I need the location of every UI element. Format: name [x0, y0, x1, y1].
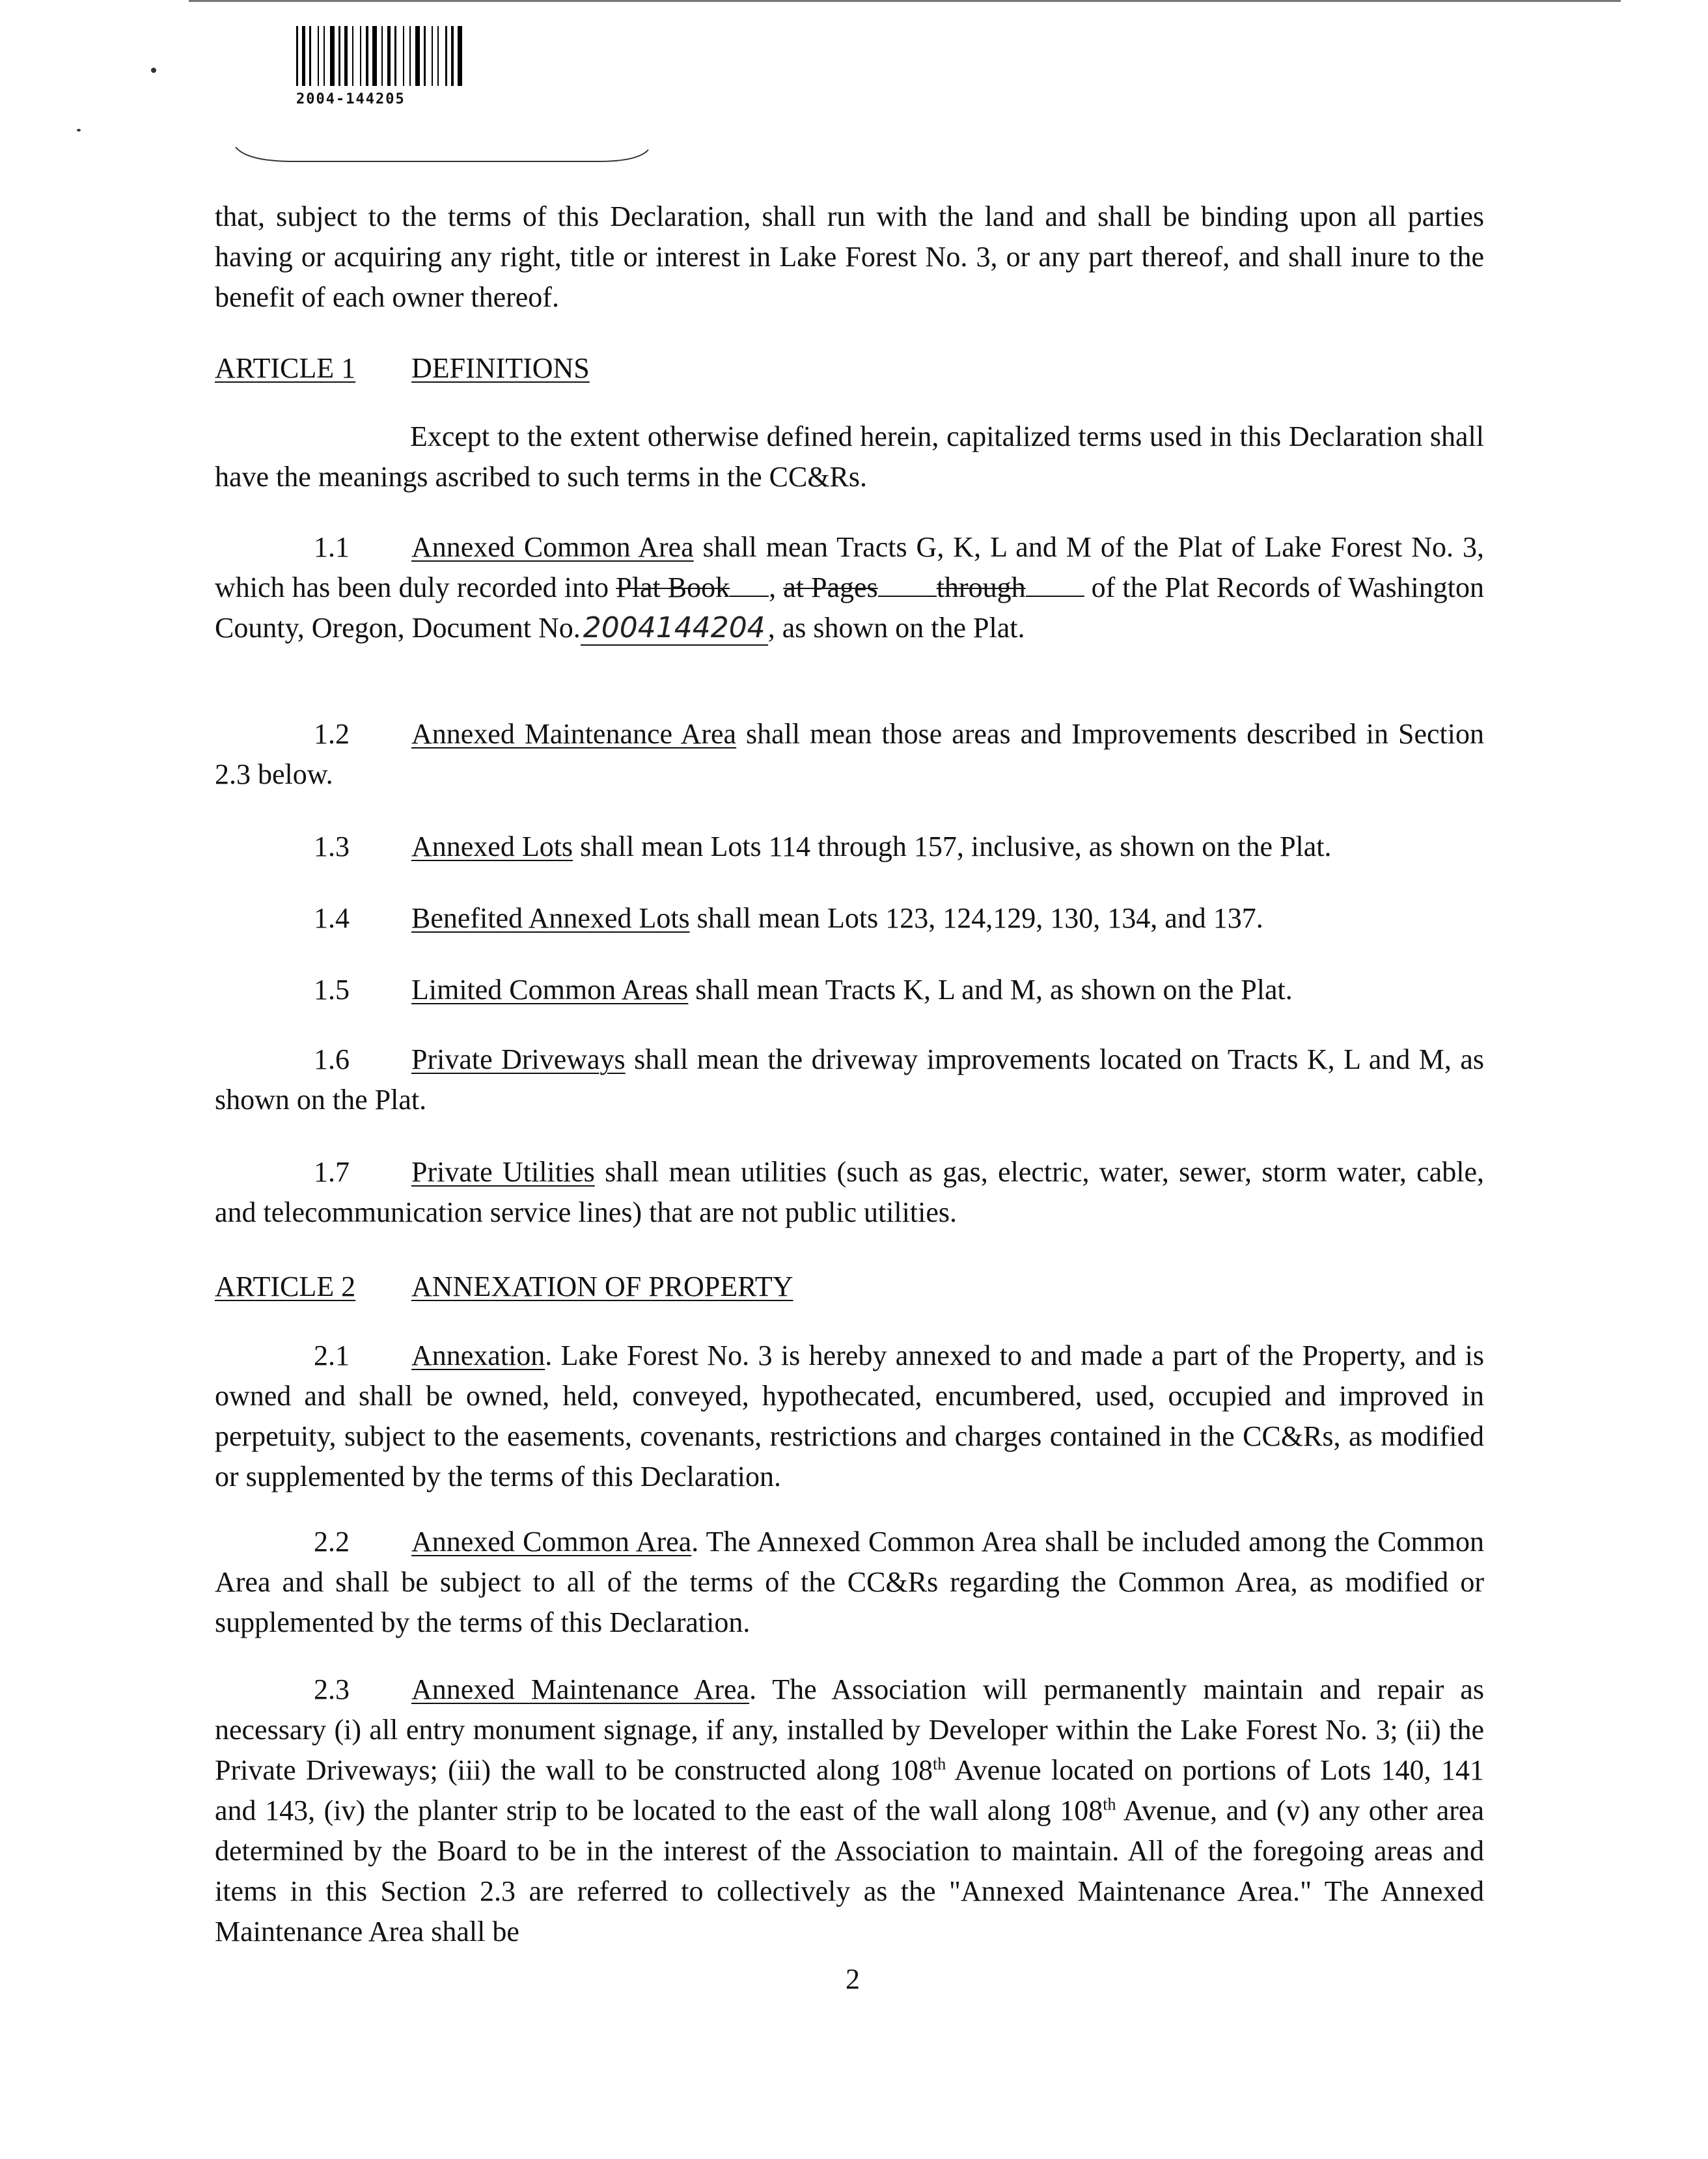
defined-term: Annexed Common Area [411, 531, 694, 563]
section-number: 1.3 [314, 831, 350, 862]
section-title: Annexation [411, 1340, 545, 1371]
article-2-number: ARTICLE 2 [215, 1271, 356, 1302]
barcode-bar [394, 26, 396, 86]
struck-text: through [936, 571, 1026, 603]
defined-term: Private Utilities [411, 1156, 595, 1188]
defined-term: Limited Common Areas [411, 974, 689, 1006]
handwritten-document-number: 2004144204 [581, 611, 768, 646]
section-1-1: 1.1 Annexed Common Area shall mean Tracts G, K, L and M of the Plat of Lake Forest No. 3, which has been duly recorded into Plat Book , at Pages through of the Plat Records of Washington County, Oregon, Document No.2004144204, as shown on the Plat. [215, 527, 1484, 648]
section-title: Annexed Common Area [411, 1526, 692, 1558]
section-1-2: 1.2 Annexed Maintenance Area shall mean those areas and Improvements described in Section 2.3 below. [215, 714, 1484, 795]
section-1-4: 1.4 Benefited Annexed Lots shall mean Lots 123, 124,129, 130, 134, and 137. [215, 898, 1484, 939]
section-number: 2.3 [314, 1673, 350, 1705]
scan-speck [77, 129, 81, 131]
section-number: 1.6 [314, 1043, 350, 1075]
section-2-2: 2.2 Annexed Common Area. The Annexed Common Area shall be included among the Common Area and shall be subject to all of the terms of the CC&Rs regarding the Common Area, as modified or supplemented by the terms of this Declaration. [215, 1522, 1484, 1643]
intro-paragraph: that, subject to the terms of this Declaration, shall run with the land and shall be binding upon all parties having or acquiring any right, title or interest in Lake Forest No. 3, or any part thereof, and shall inure to the benefit of each owner thereof. [215, 200, 1484, 313]
section-title: Annexed Maintenance Area [411, 1673, 750, 1705]
defined-term: Annexed Maintenance Area [411, 718, 737, 750]
barcode-bar [445, 26, 447, 86]
section-2-3: 2.3 Annexed Maintenance Area. The Association will permanently maintain and repair as necessary (i) all entry monument signage, if any, installed by Developer within the Lake Forest No. 3; (ii) the Private Driveways; (iii) the wall to be constructed along 108th Avenue located on portions of Lots 140, 141 and 143, (iv) the planter strip to be located to the east of the wall along 108th Avenue, and (v) any other area determined by the Board to be in the interest of the Association to maintain. All of the foregoing areas and items in this Section 2.3 are referred to collectively as the "Annexed Maintenance Area." The Annexed Maintenance Area shall be [215, 1670, 1484, 1952]
article-1-number: ARTICLE 1 [215, 352, 356, 384]
barcode-bar [302, 26, 305, 86]
barcode-bar [366, 26, 368, 86]
section-2-1: 2.1 Annexation. Lake Forest No. 3 is hereby annexed to and made a part of the Property, and is owned and shall be owned, held, conveyed, hypothecated, encumbered, used, occupied and improved in perpetuity, subject to the easements, covenants, restrictions and charges contained in the CC&Rs, as modified or supplemented by the terms of this Declaration. [215, 1336, 1484, 1497]
barcode-bar [437, 26, 439, 86]
section-1-7: 1.7 Private Utilities shall mean utilities (such as gas, electric, water, sewer, storm water, cable, and telecommunication service lines) that are not public utilities. [215, 1152, 1484, 1233]
defined-term: Annexed Lots [411, 831, 573, 862]
stamp-bracket-line [234, 143, 651, 163]
struck-text: at Pages [783, 571, 878, 603]
blank-line [1026, 576, 1084, 597]
barcode-bar [451, 26, 454, 86]
article-2-title: ANNEXATION OF PROPERTY [411, 1271, 793, 1302]
section-number: 2.1 [314, 1340, 350, 1371]
barcode-bar [432, 26, 433, 86]
section-number: 1.5 [314, 974, 350, 1006]
section-1-5: 1.5 Limited Common Areas shall mean Tracts K, L and M, as shown on the Plat. [215, 970, 1484, 1010]
page-number: 2 [846, 1963, 860, 1995]
barcode-bar [387, 26, 391, 86]
section-1-6: 1.6 Private Driveways shall mean the driveway improvements located on Tracts K, L and M, as shown on the Plat. [215, 1039, 1484, 1120]
barcode-bar [309, 26, 311, 86]
barcode-bar [372, 26, 377, 86]
section-number: 1.4 [314, 902, 350, 934]
barcode-bar [415, 26, 420, 86]
barcode-bar [403, 26, 404, 86]
section-1-3: 1.3 Annexed Lots shall mean Lots 114 through 157, inclusive, as shown on the Plat. [215, 827, 1484, 867]
record-number: 2004-144205 [296, 91, 406, 107]
section-number: 1.7 [314, 1156, 350, 1188]
barcode-bar [324, 26, 325, 86]
article-1-heading [215, 348, 1484, 389]
barcode-bar [381, 26, 383, 86]
barcode-bar [296, 26, 298, 86]
barcode-bar [318, 26, 319, 86]
struck-text: Plat Book [616, 571, 730, 603]
barcode-bar [344, 26, 348, 86]
defined-term: Benefited Annexed Lots [411, 902, 690, 934]
barcode-bar [360, 26, 361, 86]
barcode-bar [352, 26, 353, 86]
barcode-bar [338, 26, 340, 86]
section-number: 1.2 [314, 718, 350, 750]
section-number: 2.2 [314, 1526, 350, 1558]
blank-line [730, 576, 769, 597]
scan-edge-line [189, 0, 1621, 2]
barcode [296, 26, 589, 86]
barcode-bar [424, 26, 426, 86]
article-2-heading [215, 1267, 1484, 1307]
barcode-bar [330, 26, 335, 86]
article-1-title: DEFINITIONS [411, 352, 590, 384]
defined-term: Private Driveways [411, 1043, 626, 1075]
section-number: 1.1 [314, 531, 350, 563]
barcode-bar [458, 26, 462, 86]
blank-line [878, 576, 937, 597]
barcode-bar [409, 26, 411, 86]
scan-speck [151, 68, 156, 73]
article-1-preamble: Except to the extent otherwise defined herein, capitalized terms used in this Declaration shall have the meanings ascribed to such terms in the CC&Rs. [215, 420, 1484, 493]
